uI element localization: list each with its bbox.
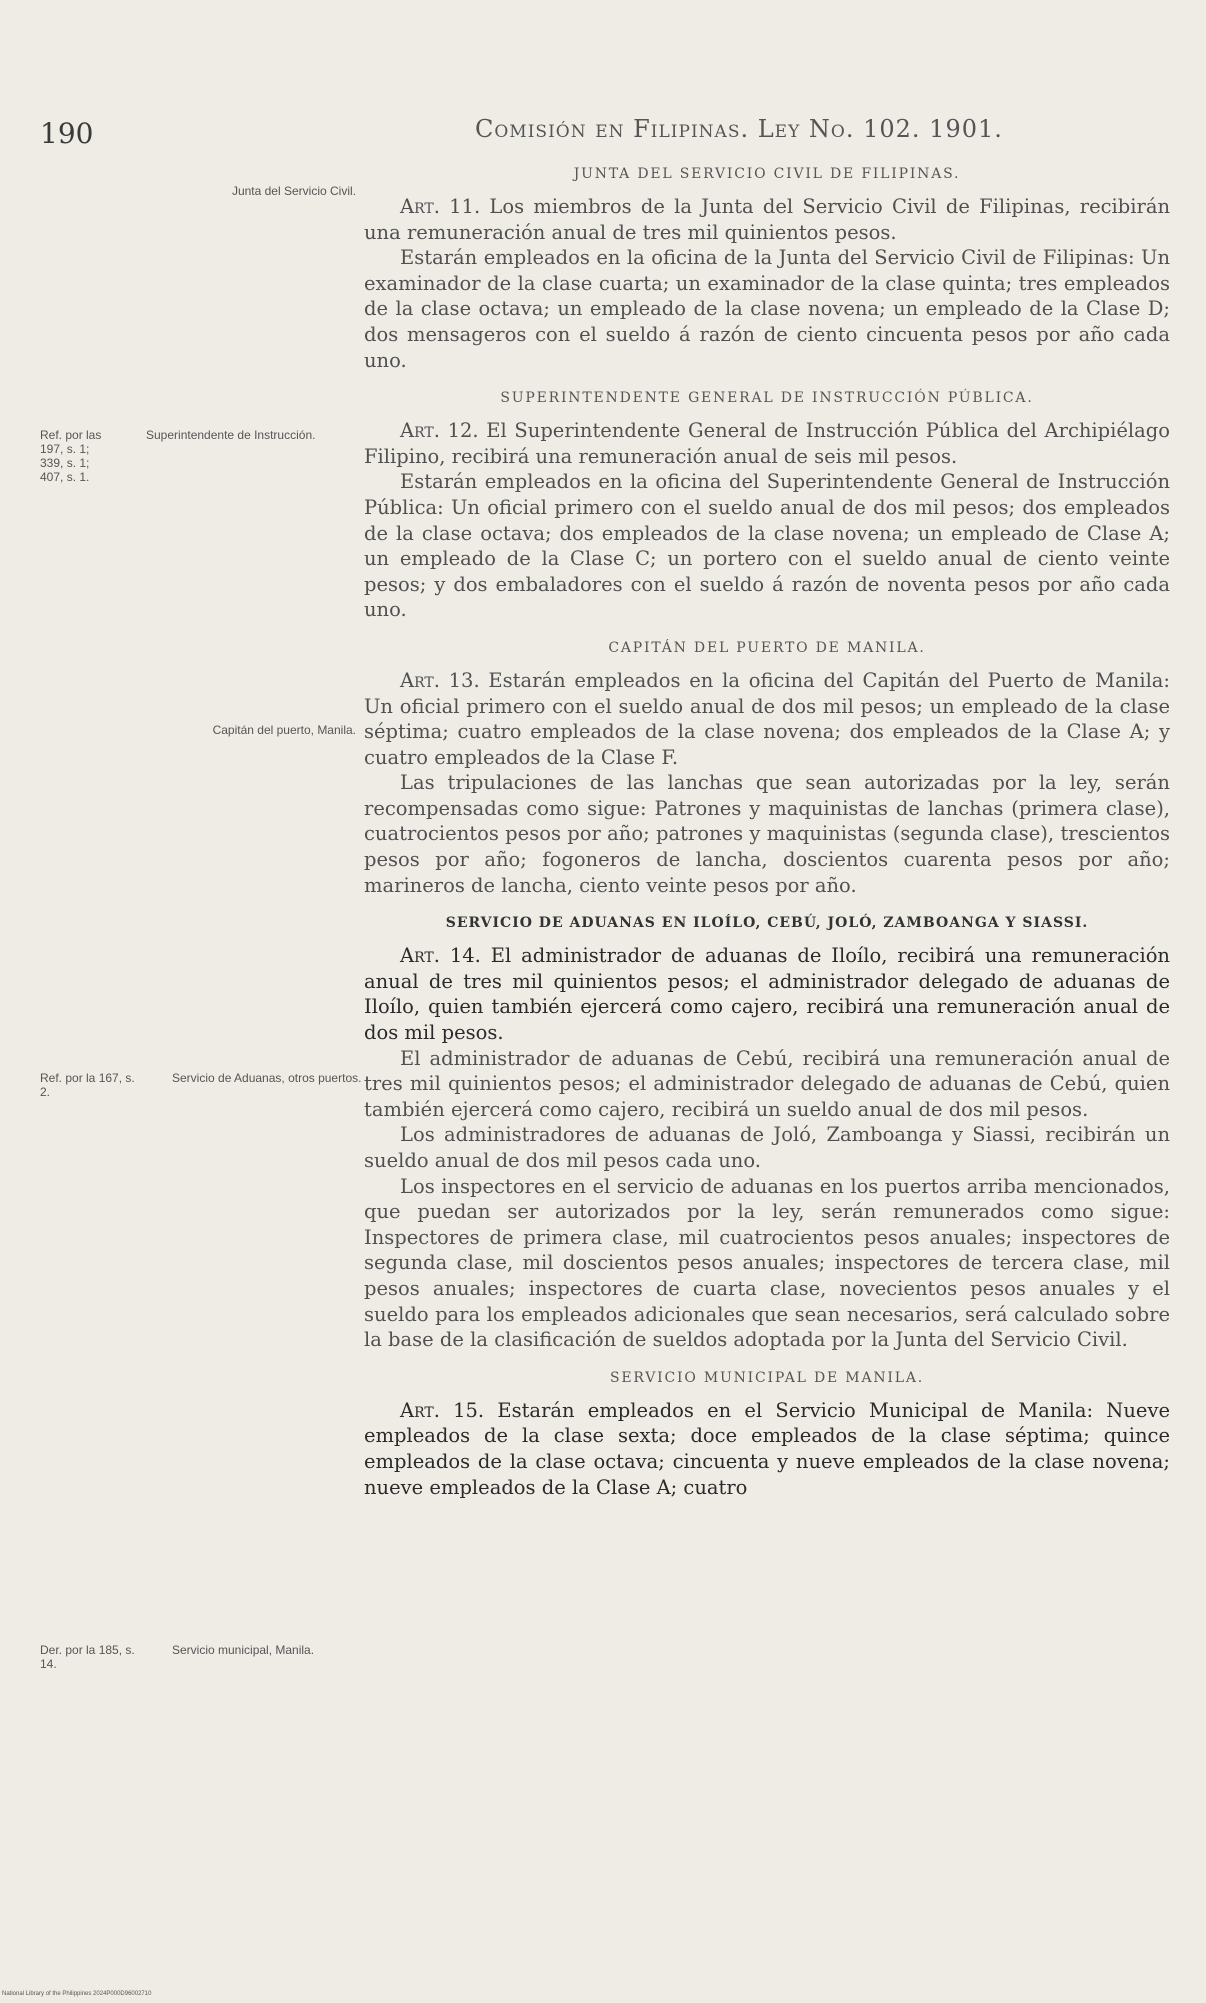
article-text: El Superintendente General de Instrucción Pública del Archipiélago Filipino, recibirá una remuneración anual de seis mil pesos. xyxy=(364,419,1171,468)
margin-note-junta xyxy=(130,184,356,198)
article-label: Art. 12. xyxy=(400,419,479,443)
section-heading: JUNTA DEL SERVICIO CIVIL DE FILIPINAS. xyxy=(573,166,961,182)
paragraph: Los inspectores en el servicio de aduanas en los puertos arriba mencionados, que puedan ser autorizados por la ley, serán remunerados como sigue: Inspectores de primera clase, mil cuatrocientos pesos anuales; inspectores de segunda clase, mil doscientos pesos anuales; inspectores de tercera clase, mil pesos anuales; inspectores de cuarta clase, novecientos pesos anuales y el sueldo para los empleados adicionales que sean necesarios, será calculado sobre la base de la clasificación de sueldos adoptada por la Junta del Servicio Civil. xyxy=(364,1174,1170,1352)
section-heading: CAPITÁN DEL PUERTO DE MANILA. xyxy=(608,639,926,656)
article-text: El administrador de aduanas de Iloílo, recibirá una remuneración anual de tres mil quinientos pesos; el administrador delegado de aduanas de Iloílo, quien también ejercerá como cajero, recibirá una remuneración anual de dos mil pesos. xyxy=(364,944,1170,1045)
margin-note-ref: Ref. por las 197, s. 1; 339, s. 1; 407, s. 1. xyxy=(40,428,102,484)
paragraph: Estarán empleados en la oficina de la Junta del Servicio Civil de Filipinas: Un examinador de la clase cuarta; un examinador de la clase quinta; tres empleados de la clase octava; un empleado de la clase novena; un empleado de la Clase D; dos mensageros con el sueldo á razón de ciento cincuenta pesos por año cada uno. xyxy=(364,246,1170,372)
section-heading: SERVICIO MUNICIPAL DE MANILA. xyxy=(610,1369,924,1386)
margin-note-capitan xyxy=(130,723,356,737)
page-number: 190 xyxy=(40,117,94,150)
section-capitan-puerto xyxy=(364,637,1170,898)
article-text: Estarán empleados en la oficina del Capitán del Puerto de Manila: Un oficial primero con el sueldo anual de dos mil pesos; un empleado de la clase séptima; cuatro empleados de la clase novena; dos empleados de la Clase A; y cuatro empleados de la Clase F. xyxy=(364,668,1171,769)
running-header: Comisión en Filipinas. Ley No. 102. 1901. xyxy=(475,115,1003,143)
margin-note-topic: Servicio de Aduanas, otros puertos. xyxy=(172,1071,362,1085)
margin-note-topic: Superintendente de Instrucción. xyxy=(146,428,316,442)
margin-note-superintendente xyxy=(40,428,362,488)
article-label: Art. 14. xyxy=(400,944,481,968)
section-heading: SERVICIO DE ADUANAS EN ILOÍLO, CEBÚ, JOLÓ, ZAMBOANGA Y SIASSI. xyxy=(445,915,1089,932)
article-paragraph xyxy=(364,1398,1170,1500)
article-label: Art. 13. xyxy=(400,668,480,692)
article-paragraph xyxy=(364,418,1170,469)
article-paragraph xyxy=(364,194,1170,245)
paragraph: Los administradores de aduanas de Joló, Zamboanga y Siassi, recibirán un sueldo anual de dos mil pesos cada uno. xyxy=(364,1123,1170,1172)
paragraph: El administrador de aduanas de Cebú, recibirá una remuneración anual de tres mil quinientos pesos; el administrador delegado de aduanas de Cebú, quien también ejercerá como cajero, recibirá un sueldo anual de dos mil pesos. xyxy=(364,1046,1170,1121)
article-label: Art. 11. xyxy=(400,195,481,218)
article-paragraph xyxy=(364,668,1170,770)
margin-note-municipal xyxy=(40,1643,362,1683)
article-label: Art. 15. xyxy=(400,1398,485,1422)
margin-note-aduanas xyxy=(40,1071,362,1111)
section-servicio-municipal xyxy=(364,1367,1170,1500)
section-junta-servicio-civil xyxy=(364,163,1170,373)
section-superintendente-instruccion xyxy=(364,387,1170,623)
section-heading: SUPERINTENDENTE GENERAL DE INSTRUCCIÓN PÚBLICA. xyxy=(500,390,1034,407)
margin-note-ref: Ref. por la 167, s. 2. xyxy=(40,1071,135,1099)
margin-note-topic: Junta del Servicio Civil. xyxy=(231,184,356,198)
main-text-column xyxy=(364,163,1170,1500)
article-text: Estarán empleados en el Servicio Municipal de Manila: Nueve empleados de la clase sexta; doce empleados de la clase séptima; quince empleados de la clase octava; cincuenta y nueve empleados de la clase novena; nueve empleados de la Clase A; cuatro xyxy=(364,1398,1171,1499)
article-paragraph xyxy=(364,943,1170,1045)
paragraph: Estarán empleados en la oficina del Superintendente General de Instrucción Pública: Un oficial primero con el sueldo anual de dos mil pesos; dos empleados de la clase octava; dos empleados de la clase novena; un empleado de Clase A; un empleado de la Clase C; un portero con el sueldo anual de ciento veinte pesos; y dos embaladores con el sueldo á razón de noventa pesos por año cada uno. xyxy=(364,470,1170,622)
margin-note-ref: Der. por la 185, s. 14. xyxy=(40,1643,135,1671)
library-stamp: National Library of the Philippines 2024P000D96002710 xyxy=(2,1991,152,1997)
article-text: Los miembros de la Junta del Servicio Civil de Filipinas, recibirán una remuneración anual de tres mil quinientos pesos. xyxy=(364,195,1171,244)
paragraph: Las tripulaciones de las lanchas que sean autorizadas por la ley, serán recompensadas como sigue: Patrones y maquinistas de lanchas (primera clase), cuatrocientos pesos por año; patrones y maquinistas (segunda clase), trescientos pesos por año; fogoneros de lancha, doscientos cuarenta pesos por año; marineros de lancha, ciento veinte pesos por año. xyxy=(364,771,1170,897)
section-servicio-aduanas xyxy=(364,912,1170,1353)
margin-note-topic: Capitán del puerto, Manila. xyxy=(212,723,356,737)
margin-note-topic: Servicio municipal, Manila. xyxy=(172,1643,315,1657)
